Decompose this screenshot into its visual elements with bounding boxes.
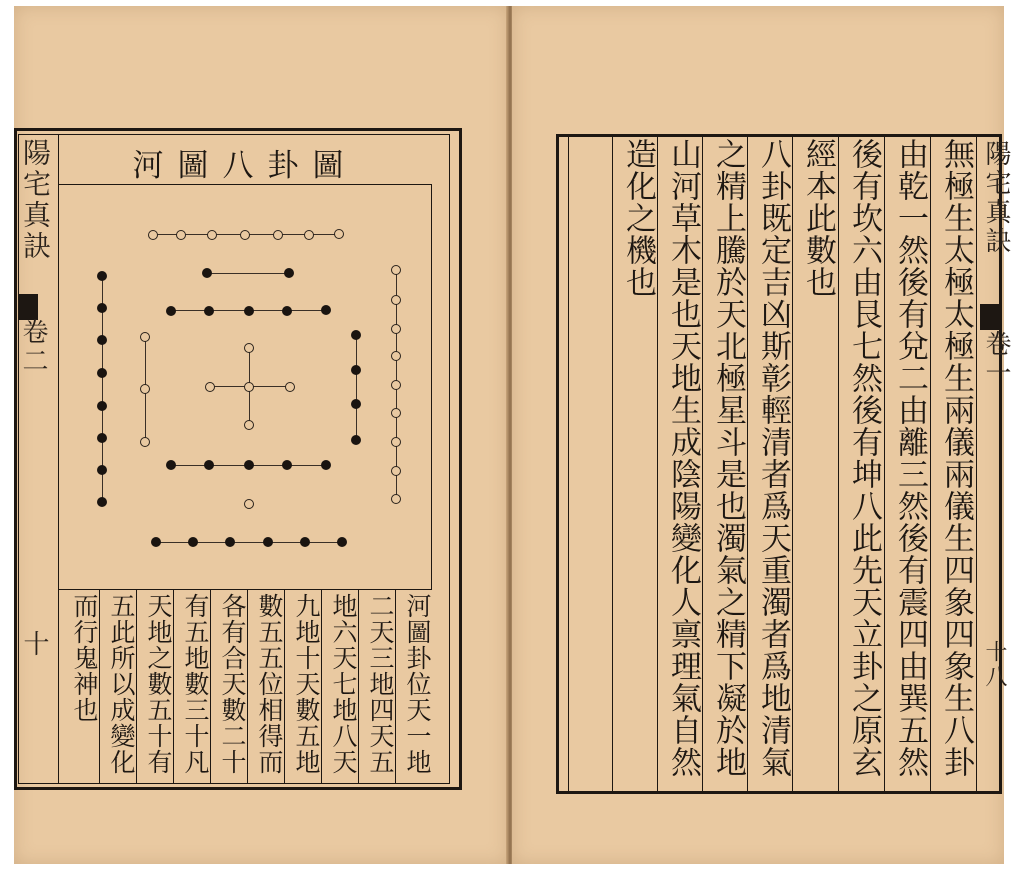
dot-yin: [97, 303, 107, 313]
caption-column: 二天三地四天五: [366, 593, 395, 775]
dot-yin: [337, 537, 347, 547]
caption-column: 各有合天數二十: [218, 593, 247, 775]
dot-yin: [321, 305, 331, 315]
dot-yin: [351, 435, 361, 445]
dot-yang: [391, 265, 401, 275]
dot-yang: [391, 437, 401, 447]
right-fish-tail-label: 卷一: [981, 330, 1011, 388]
dot-yang: [176, 230, 186, 240]
fish-tail-mark: [980, 304, 1000, 330]
dot-yin: [282, 306, 292, 316]
dot-yang: [240, 230, 250, 240]
text-column: 無極生太極太極生兩儀兩儀生四象四象生八卦: [938, 138, 974, 778]
dot-yang: [140, 332, 150, 342]
dot-yin: [225, 537, 235, 547]
caption-column: 而行鬼神也: [70, 593, 99, 723]
text-column: 山河草木是也天地生成陰陽變化人禀理氣自然: [665, 138, 701, 778]
text-column: 由乾一然後有兌二由離三然後有震四由巽五然: [892, 138, 928, 778]
fish-tail-mark: [18, 294, 38, 320]
caption-column: 九地十天數五地: [292, 593, 321, 775]
dot-yin: [244, 460, 254, 470]
text-column: 造化之機也: [620, 138, 656, 298]
dot-yin: [97, 433, 107, 443]
left-fish-tail-label: 卷二: [18, 318, 48, 376]
dot-yin: [166, 306, 176, 316]
dot-yang: [391, 466, 401, 476]
dot-yin: [151, 537, 161, 547]
dot-yang: [391, 494, 401, 504]
dot-yin: [300, 537, 310, 547]
dot-yang: [148, 230, 158, 240]
dot-yang: [140, 384, 150, 394]
text-column: 之精上騰於天北極星斗是也濁氣之精下凝於地: [710, 138, 746, 778]
dot-yin: [97, 368, 107, 378]
text-column: 八卦既定吉凶斯彰輕清者爲天重濁者爲地清氣: [755, 138, 791, 778]
caption-column: 天地之數五十有: [144, 593, 173, 775]
dot-yin: [202, 268, 212, 278]
dot-yin: [97, 271, 107, 281]
dot-yang: [244, 499, 254, 509]
dot-yin: [282, 460, 292, 470]
dot-yin: [97, 401, 107, 411]
dot-yin: [97, 335, 107, 345]
right-margin-title: 陽宅真訣: [981, 140, 1011, 256]
dot-yang: [244, 382, 254, 392]
caption-column: 河圖卦位天一地: [403, 593, 432, 775]
dot-yin: [284, 268, 294, 278]
caption-column: 五此所以成變化: [107, 593, 136, 775]
dot-yin: [263, 537, 273, 547]
dot-yang: [273, 230, 283, 240]
dot-yin: [204, 306, 214, 316]
dot-yang: [391, 351, 401, 361]
caption-column: 數五五位相得而: [255, 593, 284, 775]
diagram-title: 河圖八卦圖: [132, 148, 358, 184]
dot-yang: [391, 295, 401, 305]
dot-yang: [140, 437, 150, 447]
dot-yin: [321, 460, 331, 470]
text-column: 後有坎六由艮七然後有坤八此先天立卦之原玄: [846, 138, 882, 778]
dot-yang: [391, 408, 401, 418]
left-folio: 十: [19, 630, 49, 659]
caption-column: 地六天七地八天: [329, 593, 358, 775]
dot-yang: [334, 229, 344, 239]
hetu-diagram: [58, 184, 432, 590]
dot-yang: [244, 343, 254, 353]
dot-yang: [285, 382, 295, 392]
dot-yin: [351, 330, 361, 340]
dot-yang: [391, 380, 401, 390]
dot-yang: [207, 230, 217, 240]
dot-yin: [97, 497, 107, 507]
dot-yang: [244, 420, 254, 430]
dot-yin: [166, 460, 176, 470]
caption-column: 有五地數三十凡: [181, 593, 210, 775]
left-margin-title: 陽宅真訣: [19, 138, 52, 262]
dot-yin: [188, 537, 198, 547]
dot-yang: [391, 324, 401, 334]
dot-yang: [304, 230, 314, 240]
dot-yin: [351, 365, 361, 375]
right-folio: 十八: [982, 640, 1007, 690]
dot-yin: [97, 465, 107, 475]
dot-yin: [204, 460, 214, 470]
dot-yin: [351, 399, 361, 409]
dot-yang: [205, 382, 215, 392]
dot-yin: [244, 306, 254, 316]
text-column: 經本此數也: [800, 138, 836, 298]
